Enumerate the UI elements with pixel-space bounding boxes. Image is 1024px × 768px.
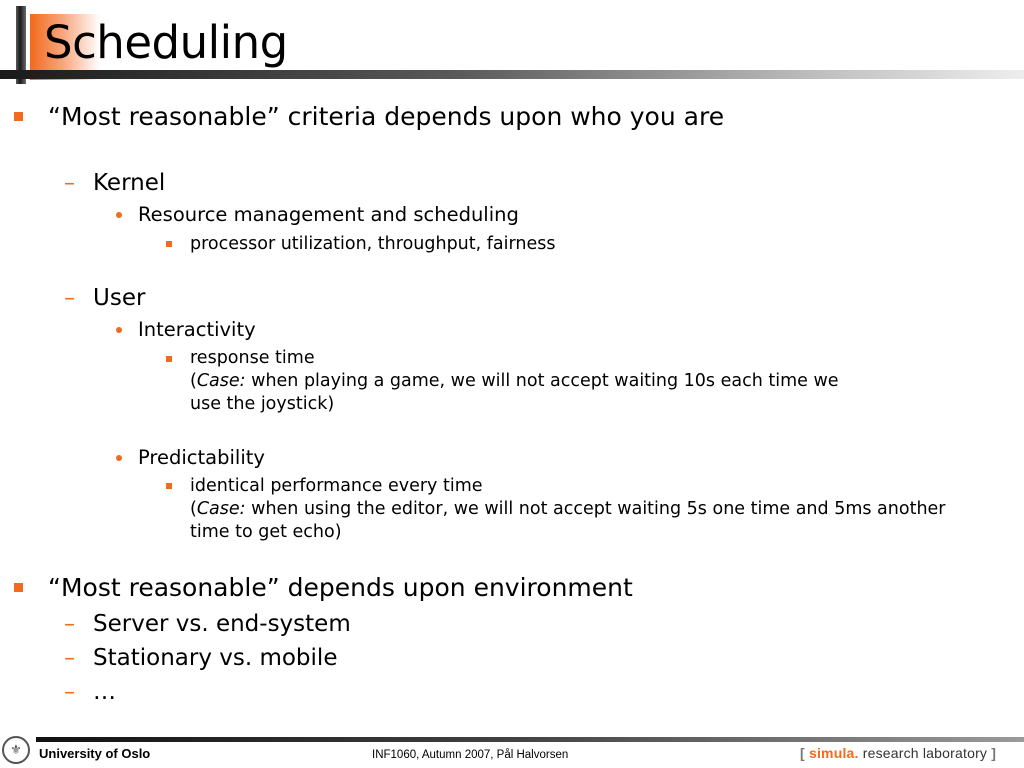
response-time-label: response time <box>190 348 315 368</box>
small-square-bullet-icon <box>166 356 172 362</box>
square-bullet-icon <box>14 112 23 121</box>
dot-bullet-icon <box>116 212 122 218</box>
dot-bullet-icon <box>116 327 122 333</box>
small-square-bullet-icon <box>166 241 172 247</box>
course-info: INF1060, Autumn 2007, Pål Halvorsen <box>372 749 569 761</box>
case-note-game-cont: use the joystick) <box>190 394 335 414</box>
bullet-server-end-system: Server vs. end-system <box>93 611 351 637</box>
dash-bullet-icon: – <box>64 612 75 637</box>
bullet-interactivity: Interactivity <box>138 318 256 341</box>
slide-title: Scheduling <box>44 16 288 69</box>
case-note-editor-cont: time to get echo) <box>190 522 342 542</box>
bullet-response-time <box>190 347 839 416</box>
bullet-user: User <box>93 285 146 311</box>
case-note-editor: (Case: when using the editor, we will not accept waiting 5s one time and 5ms another <box>190 499 946 519</box>
dash-bullet-icon: – <box>64 680 75 705</box>
bullet-stationary-mobile: Stationary vs. mobile <box>93 645 338 671</box>
square-bullet-icon <box>14 583 23 592</box>
small-square-bullet-icon <box>166 483 172 489</box>
identical-performance-label: identical performance every time <box>190 476 483 496</box>
bullet-environment: “Most reasonable” depends upon environment <box>48 573 633 602</box>
bullet-identical-performance <box>190 475 946 544</box>
bullet-ellipsis: … <box>93 679 116 705</box>
university-seal-icon: ⚜ <box>2 736 30 764</box>
dash-bullet-icon: – <box>64 171 75 196</box>
dot-bullet-icon <box>116 455 122 461</box>
bullet-processor-utilization: processor utilization, throughput, fairness <box>190 234 556 254</box>
simula-logo: [ simula. research laboratory ] <box>800 745 997 761</box>
case-note-game: (Case: when playing a game, we will not accept waiting 10s each time we <box>190 371 839 391</box>
footer-rule <box>36 737 1024 742</box>
dash-bullet-icon: – <box>64 286 75 311</box>
bullet-kernel: Kernel <box>93 170 166 196</box>
bullet-resource-management: Resource management and scheduling <box>138 203 519 226</box>
dash-bullet-icon: – <box>64 646 75 671</box>
bullet-predictability: Predictability <box>138 446 265 469</box>
bullet-criteria: “Most reasonable” criteria depends upon who you are <box>48 102 725 131</box>
university-name: University of Oslo <box>39 746 151 761</box>
